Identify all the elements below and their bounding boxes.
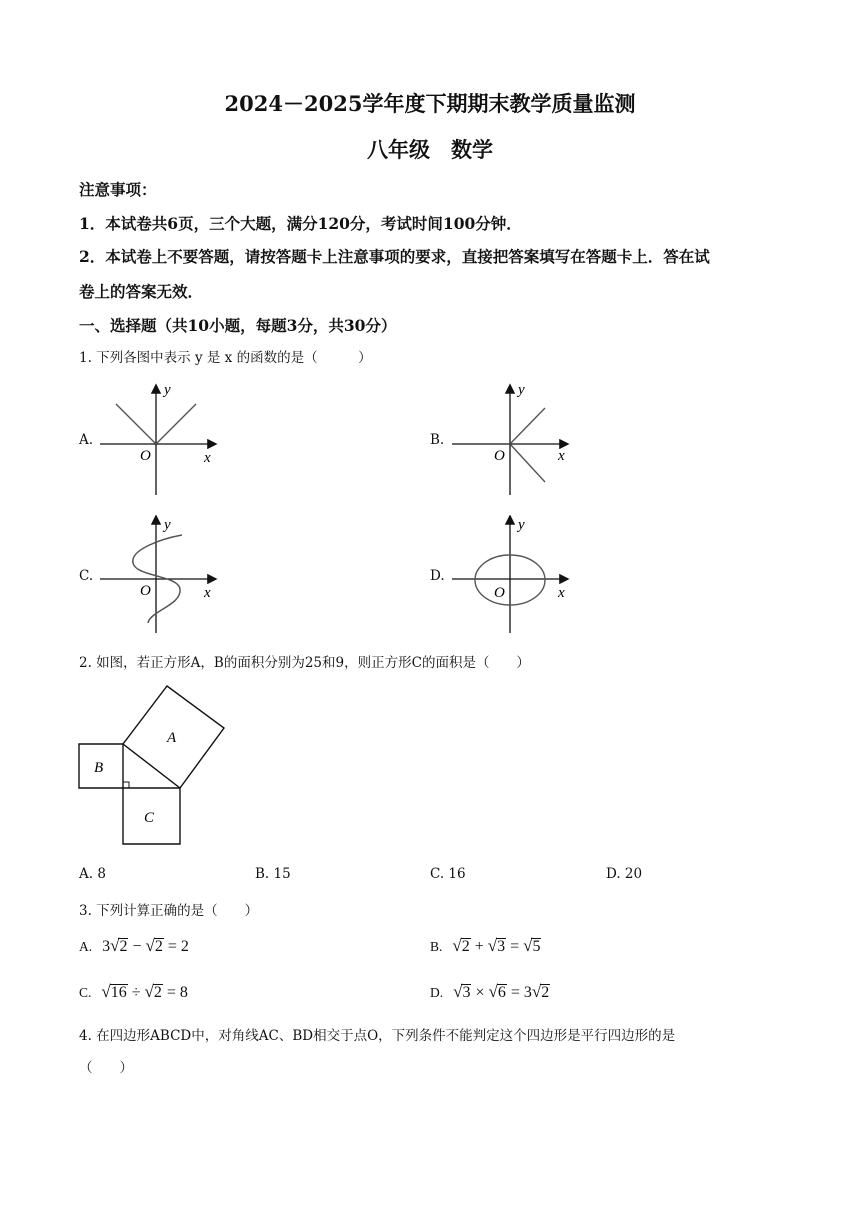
q1-option-b-label: B. (430, 432, 445, 448)
axis-label-y: y (164, 382, 171, 398)
q1-graph-a (100, 380, 230, 500)
q3-option-c: C. √16 ÷ √2 = 8 (79, 982, 188, 1001)
origin-label: O (140, 448, 151, 464)
notes-heading: 注意事项： (79, 180, 157, 199)
option-letter: C. (79, 985, 92, 1000)
notes-item-2-line-1: 2．本试卷上不要答题，请按答题卡上注意事项的要求，直接把答案填写在答题卡上．答在试 (79, 247, 710, 266)
option-letter: D. (430, 985, 444, 1000)
q1-graph-c (100, 515, 230, 635)
q3-option-d: D. √3 × √6 = 3√2 (430, 982, 550, 1001)
question-2-stem: 2. 如图，若正方形A，B的面积分别为25和9，则正方形C的面积是（ ） (79, 655, 530, 671)
exam-title: 2024－2025学年度下期期末教学质量监测 (224, 91, 636, 116)
notes-item-1: 1．本试卷共6页，三个大题，满分120分，考试时间100分钟． (79, 214, 522, 233)
axis-label-y: y (518, 517, 525, 533)
q1-option-c-label: C. (79, 568, 94, 584)
origin-label: O (140, 583, 151, 599)
q1-graph-d (452, 515, 582, 635)
axis-label-x: x (558, 585, 565, 601)
square-a-label: A (167, 730, 177, 746)
option-letter: B. (430, 939, 443, 954)
question-4-stem: 4. 在四边形ABCD中，对角线AC、BD相交于点O，下列条件不能判定这个四边形是平行四边形的是 (79, 1028, 676, 1044)
exam-subtitle: 八年级 数学 (367, 137, 493, 162)
section-heading: 一、选择题（共10小题，每题3分，共30分） (79, 316, 397, 335)
q2-option-a: A. 8 (79, 866, 106, 882)
origin-label: O (494, 448, 505, 464)
axis-label-y: y (164, 517, 171, 533)
q2-option-d: D. 20 (606, 866, 643, 882)
question-1-stem: 1. 下列各图中表示 y 是 x 的函数的是（ ） (79, 350, 372, 366)
notes-item-2-line-2: 卷上的答案无效． (79, 282, 204, 301)
question-3-stem: 3. 下列计算正确的是（ ） (79, 903, 259, 919)
question-4-paren: （ ） (79, 1060, 133, 1076)
axis-label-x: x (204, 585, 211, 601)
axis-label-x: x (558, 448, 565, 464)
q3-option-a: A. 3√2 − √2 = 2 (79, 936, 189, 955)
axis-label-y: y (518, 382, 525, 398)
square-b-label: B (94, 760, 104, 776)
q2-option-c: C. 16 (430, 866, 466, 882)
q3-option-b: B. √2 + √3 = √5 (430, 936, 541, 955)
option-letter: A. (79, 939, 93, 954)
q2-option-b: B. 15 (255, 866, 291, 882)
q1-option-a-label: A. (79, 432, 94, 448)
square-c-label: C (144, 810, 155, 826)
q1-option-d-label: D. (430, 568, 445, 584)
q2-squares-figure (76, 684, 230, 850)
origin-label: O (494, 585, 505, 601)
q1-graph-b (452, 380, 582, 500)
axis-label-x: x (204, 450, 211, 466)
